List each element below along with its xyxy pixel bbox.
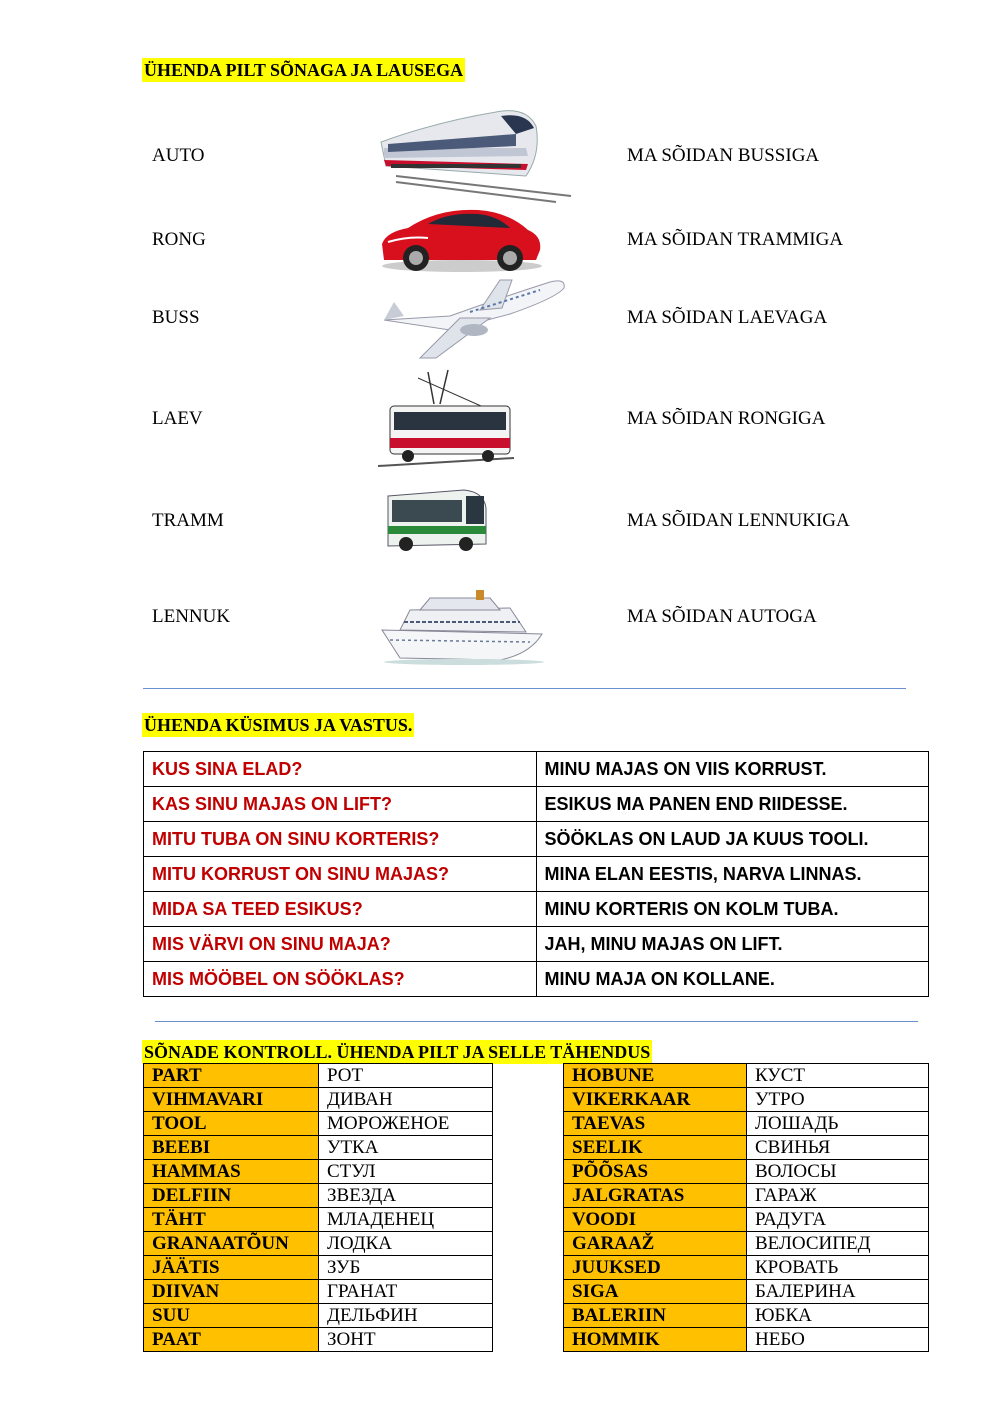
table-row — [144, 787, 929, 822]
section3-title: SÕNADE KONTROLL. ÜHENDA PILT JA SELLE TÄHENDUS — [144, 1042, 651, 1062]
sentence-2: MA SÕIDAN TRAMMIGA — [627, 229, 844, 250]
estonian-word-cell: HOMMIK — [564, 1328, 747, 1352]
section2-title: ÜHENDA KÜSIMUS JA VASTUS. — [144, 715, 413, 735]
airplane-picture — [380, 274, 570, 362]
table-row — [144, 962, 929, 997]
table-row — [564, 1328, 929, 1352]
estonian-word-cell: SEELIK — [564, 1136, 747, 1160]
word-lennuk: LENNUK — [152, 606, 231, 627]
table-row — [144, 927, 929, 962]
question-cell: KAS SINU MAJAS ON LIFT? — [144, 787, 537, 822]
train-picture — [376, 104, 576, 204]
question-cell: KUS SINA ELAD? — [144, 752, 537, 787]
russian-word-cell: ДИВАН — [319, 1088, 493, 1112]
russian-word-cell: ГРАНАТ — [319, 1280, 493, 1304]
table-row — [564, 1136, 929, 1160]
table-row — [564, 1232, 929, 1256]
table-row — [564, 1112, 929, 1136]
word-auto: AUTO — [152, 145, 205, 166]
section1-title: ÜHENDA PILT SÕNAGA JA LAUSEGA — [144, 60, 464, 80]
table-row — [564, 1160, 929, 1184]
estonian-word-cell: GRANAATÕUN — [144, 1232, 319, 1256]
estonian-word-cell: SUU — [144, 1304, 319, 1328]
table-row — [144, 752, 929, 787]
word-tramm: TRAMM — [152, 510, 224, 531]
table-row — [144, 1088, 493, 1112]
table-row — [564, 1088, 929, 1112]
estonian-word-cell: VOODI — [564, 1208, 747, 1232]
car-picture — [378, 202, 544, 274]
russian-word-cell: ЗУБ — [319, 1256, 493, 1280]
table-row — [564, 1208, 929, 1232]
table-row — [144, 1112, 493, 1136]
russian-word-cell: НЕБО — [747, 1328, 929, 1352]
table-row — [144, 857, 929, 892]
russian-word-cell: РОТ — [319, 1064, 493, 1088]
table-row — [144, 1328, 493, 1352]
russian-word-cell: СТУЛ — [319, 1160, 493, 1184]
table-row — [564, 1064, 929, 1088]
question-cell: MITU KORRUST ON SINU MAJAS? — [144, 857, 537, 892]
estonian-word-cell: PAAT — [144, 1328, 319, 1352]
russian-word-cell: КУСТ — [747, 1064, 929, 1088]
table-row — [564, 1304, 929, 1328]
sentence-6: MA SÕIDAN AUTOGA — [627, 606, 817, 627]
estonian-word-cell: TOOL — [144, 1112, 319, 1136]
estonian-word-cell: GARAAŽ — [564, 1232, 747, 1256]
answer-cell: JAH, MINU MAJAS ON LIFT. — [536, 927, 929, 962]
russian-word-cell: ГАРАЖ — [747, 1184, 929, 1208]
answer-cell: MINA ELAN EESTIS, NARVA LINNAS. — [536, 857, 929, 892]
table-row — [144, 1064, 493, 1088]
russian-word-cell: ДЕЛЬФИН — [319, 1304, 493, 1328]
table-row — [144, 1280, 493, 1304]
estonian-word-cell: HOBUNE — [564, 1064, 747, 1088]
table-row — [564, 1184, 929, 1208]
estonian-word-cell: VIKERKAAR — [564, 1088, 747, 1112]
tram-picture — [378, 362, 518, 474]
word-rong: RONG — [152, 229, 206, 250]
table-row — [144, 892, 929, 927]
table-row — [144, 1256, 493, 1280]
separator-2 — [155, 1021, 918, 1022]
estonian-word-cell: VIHMAVARI — [144, 1088, 319, 1112]
table-row — [564, 1280, 929, 1304]
estonian-word-cell: JUUKSED — [564, 1256, 747, 1280]
answer-cell: ESIKUS MA PANEN END RIIDESSE. — [536, 787, 929, 822]
word-buss: BUSS — [152, 307, 200, 328]
estonian-word-cell: TAEVAS — [564, 1112, 747, 1136]
word-laev: LAEV — [152, 408, 203, 429]
russian-word-cell: УТРО — [747, 1088, 929, 1112]
russian-word-cell: ЛОШАДЬ — [747, 1112, 929, 1136]
estonian-word-cell: JALGRATAS — [564, 1184, 747, 1208]
estonian-word-cell: DIIVAN — [144, 1280, 319, 1304]
table-row — [144, 1160, 493, 1184]
russian-word-cell: БАЛЕРИНА — [747, 1280, 929, 1304]
answer-cell: SÖÖKLAS ON LAUD JA KUUS TOOLI. — [536, 822, 929, 857]
russian-word-cell: ЗОНТ — [319, 1328, 493, 1352]
answer-cell: MINU MAJAS ON VIIS KORRUST. — [536, 752, 929, 787]
russian-word-cell: ЛОДКА — [319, 1232, 493, 1256]
table-row — [144, 1232, 493, 1256]
table-row — [144, 1184, 493, 1208]
question-cell: MIDA SA TEED ESIKUS? — [144, 892, 537, 927]
bus-picture — [384, 488, 490, 554]
table-row — [144, 822, 929, 857]
estonian-word-cell: PÕÕSAS — [564, 1160, 747, 1184]
question-answer-table — [143, 751, 929, 997]
sentence-1: MA SÕIDAN BUSSIGA — [627, 145, 820, 166]
russian-word-cell: ВОЛОСЫ — [747, 1160, 929, 1184]
answer-cell: MINU MAJA ON KOLLANE. — [536, 962, 929, 997]
sentence-4: MA SÕIDAN RONGIGA — [627, 408, 826, 429]
estonian-word-cell: JÄÄTIS — [144, 1256, 319, 1280]
table-row — [144, 1304, 493, 1328]
vocab-table-right — [563, 1063, 929, 1352]
russian-word-cell: КРОВАТЬ — [747, 1256, 929, 1280]
sentence-5: MA SÕIDAN LENNUKIGA — [627, 510, 850, 531]
table-row — [144, 1136, 493, 1160]
estonian-word-cell: BALERIIN — [564, 1304, 747, 1328]
estonian-word-cell: HAMMAS — [144, 1160, 319, 1184]
vocab-table-left — [143, 1063, 493, 1352]
estonian-word-cell: BEEBI — [144, 1136, 319, 1160]
russian-word-cell: ВЕЛОСИПЕД — [747, 1232, 929, 1256]
question-cell: MIS MÖÖBEL ON SÖÖKLAS? — [144, 962, 537, 997]
ship-picture — [380, 588, 548, 666]
question-cell: MITU TUBA ON SINU KORTERIS? — [144, 822, 537, 857]
russian-word-cell: ЗВЕЗДА — [319, 1184, 493, 1208]
russian-word-cell: МЛАДЕНЕЦ — [319, 1208, 493, 1232]
russian-word-cell: ЮБКА — [747, 1304, 929, 1328]
table-row — [144, 1208, 493, 1232]
estonian-word-cell: PART — [144, 1064, 319, 1088]
sentence-3: MA SÕIDAN LAEVAGA — [627, 307, 828, 328]
answer-cell: MINU KORTERIS ON KOLM TUBA. — [536, 892, 929, 927]
separator-1 — [143, 688, 906, 689]
russian-word-cell: УТКА — [319, 1136, 493, 1160]
russian-word-cell: РАДУГА — [747, 1208, 929, 1232]
russian-word-cell: СВИНЬЯ — [747, 1136, 929, 1160]
question-cell: MIS VÄRVI ON SINU MAJA? — [144, 927, 537, 962]
russian-word-cell: МОРОЖЕНОЕ — [319, 1112, 493, 1136]
estonian-word-cell: TÄHT — [144, 1208, 319, 1232]
estonian-word-cell: SIGA — [564, 1280, 747, 1304]
table-row — [564, 1256, 929, 1280]
estonian-word-cell: DELFIIN — [144, 1184, 319, 1208]
